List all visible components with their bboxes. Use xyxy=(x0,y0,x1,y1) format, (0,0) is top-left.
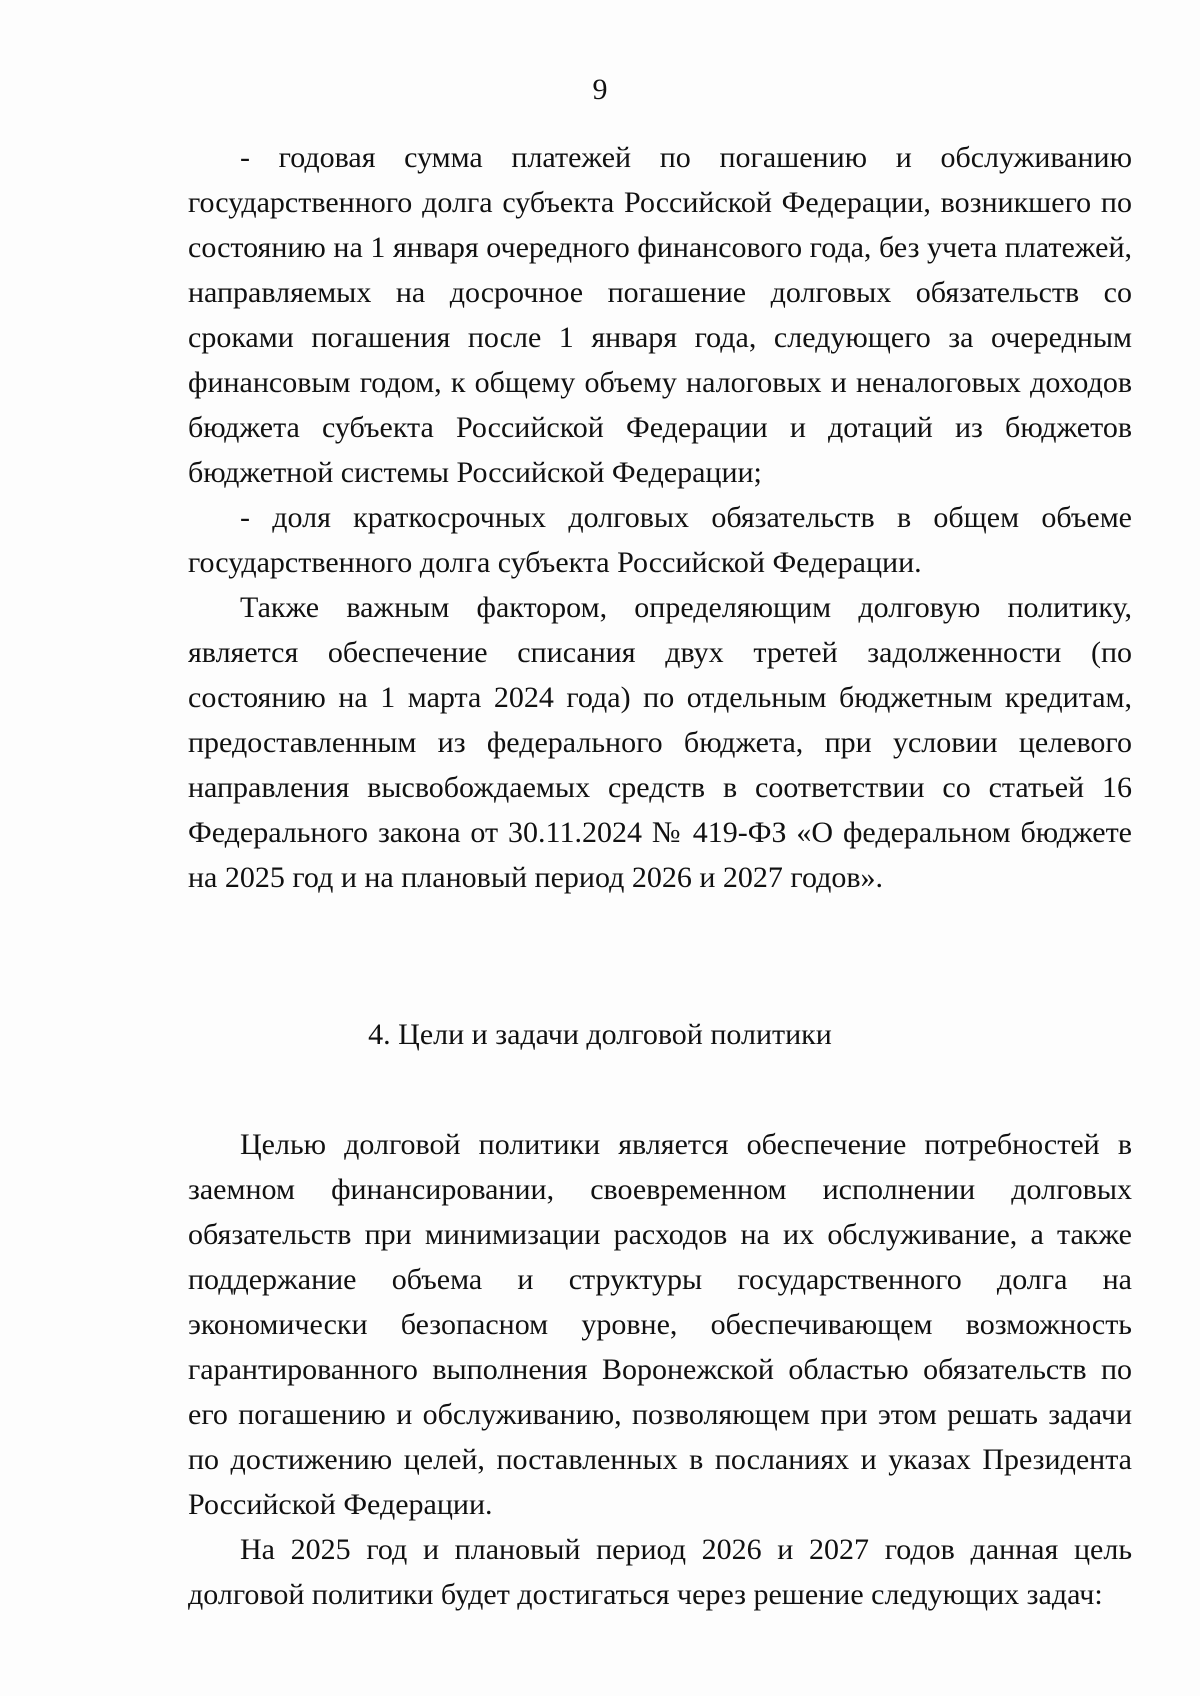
page-number: 9 xyxy=(592,73,608,106)
section-heading: 4. Цели и задачи долговой политики xyxy=(368,1018,832,1051)
paragraph-annual-debt-payments: - годовая сумма платежей по погашению и обслуживанию государственного долга субъекта Российской Федерации, возникшего по состоянию на 1 января очередного финансового года, без учета платежей, направляемых на досрочное погашение долговых обязательств со сроками погашения после 1 января года, следующего за очередным финансовым годом, к общему объему налоговых и неналоговых доходов бюджета субъекта Российской Федерации и дотаций из бюджетов бюджетной системы Российской Федерации; xyxy=(188,141,1132,489)
paragraph-policy-tasks-intro: На 2025 год и плановый период 2026 и 2027 годов данная цель долговой политики будет достигаться через решение следующих задач: xyxy=(188,1533,1132,1611)
goals-block xyxy=(188,1122,1132,1617)
paragraph-policy-goal: Целью долговой политики является обеспечение потребностей в заемном финансировании, своевременном исполнении долговых обязательств при минимизации расходов на их обслуживание, а также поддержание объема и структуры государственного долга на экономически безопасном уровне, обеспечивающем возможность гарантированного выполнения Воронежской областью обязательств по его погашению и обслуживанию, позволяющем при этом решать задачи по достижению целей, поставленных в посланиях и указах Президента Российской Федерации. xyxy=(188,1128,1132,1521)
indicators-block xyxy=(188,135,1132,900)
paragraph-short-term-share: - доля краткосрочных долговых обязательств в общем объеме государственного долга субъекта Российской Федерации. xyxy=(188,501,1132,579)
paragraph-debt-writeoff: Также важным фактором, определяющим долговую политику, является обеспечение списания двух третей задолженности (по состоянию на 1 марта 2024 года) по отдельным бюджетным кредитам, предоставленным из федерального бюджета, при условии целевого направления высвобождаемых средств в соответствии со статьей 16 Федерального закона от 30.11.2024 № 419-ФЗ «О федеральном бюджете на 2025 год и на плановый период 2026 и 2027 годов». xyxy=(188,591,1132,894)
